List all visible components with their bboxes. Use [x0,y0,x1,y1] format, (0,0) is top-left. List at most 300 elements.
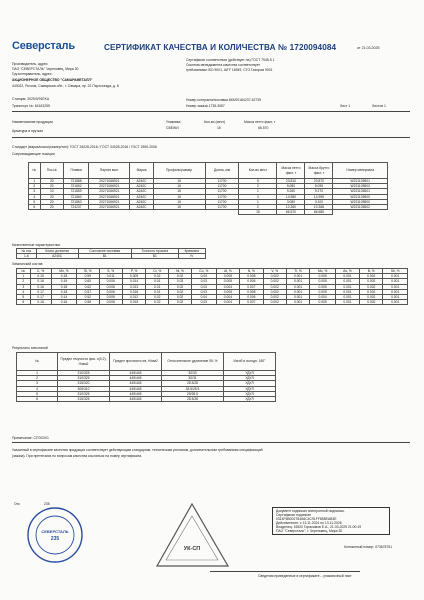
round-stamp-icon [26,506,84,564]
lots-cell: W221105500 [333,194,388,199]
consignee-name: АКЦИОНЕРНОЕ ОБЩЕСТВО "САМАРАМЕТАЛЛ" [12,78,93,82]
lots-total-empty [40,210,63,215]
mech-cell: 1 [17,371,58,376]
chem-cell: 0.006 [99,279,122,284]
mech-cell: 315/325 [58,397,110,402]
lots-cell: 3.100 [305,199,333,204]
chem-cell: 0.60 [77,279,99,284]
chem-cell: 0.16 [30,279,51,284]
contract-number: Номер контракта/поставки 645/00184237-52739 [186,98,262,102]
chem-col-header: Cr, % [146,269,169,274]
chem-cell: 0.007 [240,284,263,289]
round-stamp-number: 235 [50,536,60,542]
lots-col-header: Длина, мм [205,163,239,179]
lots-cell: W221105502 [333,205,388,210]
chem-cell: 0.002 [263,279,286,284]
lots-cell: W221105501 [333,189,388,194]
conformity-cert: Сертификат соответствия (действует на) ГОСТ 7945-5 1 [186,58,275,62]
chem-cell: 0.001 [335,289,359,294]
lots-cell: 721860 [63,194,88,199]
shipper-label: Грузоотправитель, адрес: [12,72,53,76]
lots-cell: 20271066921 [89,199,130,204]
lots-cell: 10.368 [305,205,333,210]
note-code: Примечание: СПЭС001 [12,436,49,440]
mech-col-header: № [17,353,58,371]
chem-cell: 0.005 [310,274,336,279]
standard-line: Стандарт (марка/класс/размер/тип): ГОСТ 34028-2016 / ГОСТ 34028-2016 / ГОСТ 2590-2006 [12,145,157,149]
otk-label: Отк [14,502,20,506]
lots-cell: 721863 [63,199,88,204]
lots-cell: 5.080 [277,184,305,189]
lots-cell: 23.870 [305,179,333,184]
lots-cell: 16 [153,199,205,204]
lots-cell: 9.270 [305,189,333,194]
lots-cell: 20271066921 [89,179,130,184]
chem-cell: 0.001 [286,289,309,294]
lots-cell: 20271066921 [89,184,130,189]
lots-cell: А240С [130,184,153,189]
chem-cell: 0.001 [286,279,309,284]
chem-cell: 0.16 [30,284,51,289]
manufacturer-value: ПАО "СЕВЕРСТАЛЬ" Череповец, Мира 30 [12,67,79,71]
lots-cell: 16 [153,189,205,194]
chem-cell: 0.001 [383,284,408,289]
chem-cell: 0.02 [169,289,192,294]
lots-cell: 11700 [205,205,239,210]
lots-cell: 16 [153,194,205,199]
chem-col-header: P, % [122,269,145,274]
mech-cell: УДУЛ [224,397,276,402]
e-signature-box [272,507,390,535]
mech-header-row [17,353,276,371]
mech-cell: УДУЛ [224,391,276,396]
sig-line1: Документ подписан электронной подписью. [276,509,345,513]
quality-cell: В1 [131,254,178,259]
lots-col-header: Номер материала [333,163,388,179]
lots-col-header: № [29,163,41,179]
mech-cell: 445/445 [110,371,162,376]
mech-label: Результаты испытаний [12,346,48,350]
chem-col-header: S, % [99,269,122,274]
product-head-name: Наименование продукции [12,120,53,124]
chem-cell: 0.18 [51,274,77,279]
quality-cell: 1-6 [17,254,37,259]
lots-total-empty [63,210,88,215]
chem-cell: 0.005 [310,279,336,284]
lots-label: Сопровождающие позиции [12,152,55,156]
chem-cell: 0.001 [335,274,359,279]
chem-cell: 0.007 [240,300,263,305]
chem-cell: 0.014 [122,279,145,284]
chem-cell: 0.008 [99,300,122,305]
mech-col-header: Изгиб в холодн. 180° [224,353,276,371]
lots-cell: 20271066921 [89,205,130,210]
chem-cell: 1 [17,274,31,279]
chem-cell: 0.01 [146,279,169,284]
lots-col-header: Кол-во мест [239,163,277,179]
chem-cell: 0.02 [169,284,192,289]
mech-cell: 445/445 [110,391,162,396]
lots-total-empty [205,210,239,215]
chem-cell: 0.14 [51,295,77,300]
quality-cell: А240С [36,254,78,259]
qms-line2: требованиям ISO 9001, IATF 16949, СТО Газпром 9001 [186,68,273,72]
lots-cell: А240С [130,179,153,184]
order-number: Номер заказа 1735-3057 [186,104,225,108]
lots-total-row [29,210,388,215]
mech-cell: 445/445 [110,397,162,402]
chem-cell: 0.03 [191,300,216,305]
lots-col-header: Марка [130,163,153,179]
chem-col-header: Sb, % [383,269,408,274]
chem-cell: 0.008 [240,289,263,294]
product-name: Арматура в прутках [12,129,44,133]
mech-cell: 5 [17,391,58,396]
triangle-stamp-text: УК-СП [183,546,201,552]
chem-cell: 0.001 [286,295,309,300]
chem-col-header: V, % [263,269,286,274]
chem-cell: 0.18 [51,284,77,289]
chem-cell: 0.006 [99,295,122,300]
lots-col-header: Масса нетто факт, т [277,163,305,179]
sig-line4: Действителен: с 13.11.2024 по 13.11.2026 [276,521,342,525]
sig-line6: ПАО "Северсталь", г. Череповец, Мира 30 [276,529,343,533]
lots-cell: 10.360 [277,205,305,210]
chem-cell: 0.001 [335,279,359,284]
lots-header-row [29,163,388,179]
lots-cell: 16 [153,179,205,184]
sig-line3: 0314F6B002784A6C4C91FF858EAB3E [276,517,337,521]
lots-cell: 721859 [63,189,88,194]
lots-total-places: 15 [239,210,277,215]
chem-cell: 0.01 [146,289,169,294]
lots-cell: 5 [239,179,277,184]
divider [12,111,410,112]
lots-cell: 23.810 [277,179,305,184]
chem-cell: 0.008 [240,274,263,279]
chem-cell: 0.006 [240,279,263,284]
chem-cell: 0.52 [77,295,99,300]
product-head-mass: Масса нетто факт, т [244,120,276,124]
certificate-date: от 21.03.2025 [357,46,380,50]
lots-cell: 721652 [63,184,88,189]
chem-cell: 0.005 [216,274,239,279]
lots-cell: 16 [153,184,205,189]
divider [12,137,410,138]
chem-cell: 0.02 [146,300,169,305]
sig-line2: Сертификат подписан [276,513,311,517]
chem-cell: 0.001 [335,284,359,289]
chem-cell: 0.02 [169,295,192,300]
lots-col-header: Поз.№ [40,163,63,179]
lots-cell: 11700 [205,199,239,204]
chem-cell: 0.01 [146,284,169,289]
lots-cell: 11700 [205,189,239,194]
mech-cell: 310/325 [58,371,110,376]
lots-col-header: Партия вып. [89,163,130,179]
chem-col-header: N, % [240,269,263,274]
certificate-title: СЕРТИФИКАТ КАЧЕСТВА И КОЛИЧЕСТВА № 1720094084 [104,43,337,52]
sig-line5: Владелец: 16520 Горасимов Е.А., 21.03.2025 21:00:19 [276,525,362,529]
lots-cell: 11700 [205,184,239,189]
chem-cell: 0.001 [286,274,309,279]
chem-cell: 0.006 [240,295,263,300]
mech-cell: 305/310 [58,386,110,391]
lots-cell: 6 [29,205,41,210]
triangle-stamp-icon [155,502,230,568]
chem-cell: 0.18 [51,289,77,294]
sheet-number: Лист 1 [340,104,351,108]
footer-note: Сведения приведенные в сертификате – упаковочный лист [258,574,352,578]
mech-cell: 445/445 [110,376,162,381]
product-head-places: Кол-во (мест) [204,120,226,124]
lots-cell: 20271066921 [89,194,130,199]
lots-cell: 20 [40,199,63,204]
otk-number: 235 [44,502,50,506]
quality-col-header: Точность проката [131,249,178,254]
chem-col-header: Cu, % [191,269,216,274]
lots-cell: 1 [239,199,277,204]
chem-label: Химический состав [12,262,43,266]
mech-col-header: Относительное удлинение δ5, % [162,353,224,371]
mech-cell: 2 [17,376,58,381]
chem-cell: 0.001 [335,300,359,305]
chem-cell: 0.013 [122,284,145,289]
lots-total-empty [89,210,130,215]
chem-cell: 0.57 [77,289,99,294]
chem-cell: 0.62 [77,284,99,289]
lots-cell: 724237 [63,205,88,210]
lots-col-header: Масса брутто факт, т [305,163,333,179]
chem-cell: 0.002 [360,289,383,294]
chem-cell: 0.19 [51,279,77,284]
product-pack: СВЕЖИ [166,126,179,130]
lots-total-gross: 66.685 [305,210,333,215]
mech-cell: 28.5/28.5 [162,386,224,391]
lots-cell: 20271066921 [89,189,130,194]
chem-cell: 0.02 [146,274,169,279]
chem-cell: 0.004 [310,295,336,300]
mech-cell: 445/445 [110,386,162,391]
quality-col-header: № поз [17,249,37,254]
lots-cell: 16 [153,205,205,210]
lots-cell: 5.095 [305,184,333,189]
lots-cell: 14.980 [277,194,305,199]
chem-cell: 0.002 [263,289,286,294]
chem-cell: 2 [17,279,31,284]
lots-total-empty [153,210,205,215]
lots-cell: 20 [40,179,63,184]
chem-cell: 0.04 [191,295,216,300]
chem-cell: 0.001 [383,274,408,279]
quality-col-header: Кривизна [178,249,205,254]
chem-cell: 0.005 [310,289,336,294]
lots-cell: 20 [40,205,63,210]
lots-cell: 2 [239,205,277,210]
quality-cell: IV [178,254,205,259]
mech-cell: УДУЛ [224,371,276,376]
chem-cell: 0.001 [383,295,408,300]
chem-col-header: As, % [335,269,359,274]
quality-col-header: Состояние поставки [78,249,131,254]
lots-col-header: Плавка [63,163,88,179]
severstal-logo [12,40,75,52]
mech-cell: УДУЛ [224,386,276,391]
contact-phone: Контактный номер: 073678751 [344,545,393,549]
mech-cell: 445/445 [110,381,162,386]
mech-cell: 6 [17,397,58,402]
lots-total-net: 66.570 [277,210,305,215]
lots-col-header: Профиль/размер [153,163,205,179]
chem-cell: 0.012 [122,295,145,300]
mech-cell: 30/33 [162,371,224,376]
lots-cell: 10 [40,189,63,194]
lots-cell: 2 [29,184,41,189]
chem-col-header: Al, % [216,269,239,274]
chem-cell: 4 [17,289,31,294]
manufacturer-label: Производитель, адрес: [12,62,49,66]
note-line2: (заказа). При претензиях по вопросам качества ссылаться на номер сертификата. [12,454,143,458]
mech-cell: 315/320 [58,381,110,386]
chem-cell: 0.17 [30,295,51,300]
chem-cell: 0.03 [191,274,216,279]
chem-cell: 0.59 [77,274,99,279]
divider [12,442,410,443]
chem-cell: 0.005 [216,279,239,284]
chem-cell: 0.002 [360,279,383,284]
chem-cell: 0.005 [310,284,336,289]
note-line1: Указанный в сертификате качества продукция соответствует действующим стандартам, техническим условиям, дополнительным требованиям спецификаций [12,448,263,452]
chem-cell: 0.002 [360,284,383,289]
mech-cell: 28.5/28 [162,381,224,386]
chem-cell: 0.002 [360,274,383,279]
lots-cell: 3.080 [277,199,305,204]
chem-cell: 5 [17,295,31,300]
chem-cell: 0.004 [216,284,239,289]
chem-cell: 0.001 [335,295,359,300]
mech-cell: УДУЛ [224,381,276,386]
chem-cell: 0.004 [216,295,239,300]
mech-cell: 28.5/28 [162,397,224,402]
lots-cell: 5 [29,199,41,204]
lots-cell: 3 [239,194,277,199]
chem-cell: 0.002 [263,274,286,279]
mech-cell: 29/28.5 [162,391,224,396]
lots-cell: 4 [29,194,41,199]
chem-cell: 0.005 [216,289,239,294]
lots-cell: 1 [29,179,41,184]
product-head-pack: Упаковка [166,120,181,124]
product-places: 15 [217,126,221,130]
quality-row [17,254,206,259]
lots-cell: 11700 [205,194,239,199]
chem-col-header: № [17,269,31,274]
chem-cell: 0.17 [30,289,51,294]
chem-row [17,300,408,305]
sheet-count: Листов 1 [372,104,386,108]
chem-cell: 0.03 [191,279,216,284]
lots-total-empty [29,210,41,215]
lots-table [28,162,388,215]
chem-cell: 0.002 [360,295,383,300]
chem-cell: 0.001 [383,279,408,284]
lots-cell: 721888 [63,179,88,184]
round-stamp-inner-text: СЕВЕРСТАЛЬ [41,529,69,534]
lots-cell: 20 [40,194,63,199]
chem-cell: 0.002 [263,284,286,289]
station: Станция: 2025/3/91EKA [12,97,50,101]
chem-cell: 0.008 [99,284,122,289]
lots-cell: 2 [239,184,277,189]
lots-total-empty [130,210,153,215]
quality-table [16,248,206,259]
chem-cell: 0.004 [216,300,239,305]
lots-cell: А240С [130,199,153,204]
chem-cell: 0.015 [122,300,145,305]
qms-line1: Система менеджмента качества соответствует [186,63,261,67]
lots-cell: А240С [130,205,153,210]
lots-cell: W221105500 [333,184,388,189]
mech-cell: 30/31 [162,376,224,381]
lots-cell: 9.260 [277,189,305,194]
chem-cell: 0.16 [30,300,51,305]
chem-cell: 0.009 [122,274,145,279]
chem-cell: 0.005 [310,300,336,305]
chem-cell: 3 [17,284,31,289]
chem-table [16,268,408,305]
chem-cell: 0.03 [169,279,192,284]
chem-cell: 0.002 [360,300,383,305]
chem-cell: 0.001 [286,300,309,305]
chem-col-header: Si, % [77,269,99,274]
lots-cell: 14.995 [305,194,333,199]
product-mass: 66.570 [258,126,269,130]
chem-cell: 0.001 [286,284,309,289]
chem-cell: 0.001 [383,300,408,305]
chem-cell: 0.002 [263,295,286,300]
chem-cell: 0.016 [122,289,145,294]
chem-cell: 6 [17,300,31,305]
lots-cell: W221105501 [333,179,388,184]
chem-col-header: Ni, % [169,269,192,274]
mech-col-header: Предел прочности σв, Н/мм2 [110,353,162,371]
mech-cell: 310/325 [58,376,110,381]
consignee-address: 443022, Россия, Самарская обл., г. Самара, пр. 22 Партсъезда, д. 8 [12,84,119,88]
lots-cell: 20 [40,184,63,189]
chem-cell: 0.15 [30,274,51,279]
transport-number: Транспорт №: 64163255 [12,104,50,108]
mech-row [17,397,276,402]
chem-col-header: Ti, % [286,269,309,274]
chem-col-header: B, % [360,269,383,274]
quality-cell: В1 [78,254,131,259]
chem-cell: 0.002 [263,300,286,305]
mech-cell: 3 [17,381,58,386]
chem-cell: 0.011 [99,274,122,279]
chem-col-header: Mo, % [310,269,336,274]
chem-cell: 0.58 [77,300,99,305]
chem-cell: 0.001 [383,289,408,294]
chem-cell: 0.02 [146,295,169,300]
chem-cell: 0.03 [191,289,216,294]
company-logo-text: Северсталь [12,40,75,52]
chem-cell: 0.02 [169,274,192,279]
mech-cell: УДУЛ [224,376,276,381]
lots-cell: А240С [130,194,153,199]
mech-cell: 4 [17,386,58,391]
quality-col-header: Класс дочистки [36,249,78,254]
chem-col-header: Mn, % [51,269,77,274]
